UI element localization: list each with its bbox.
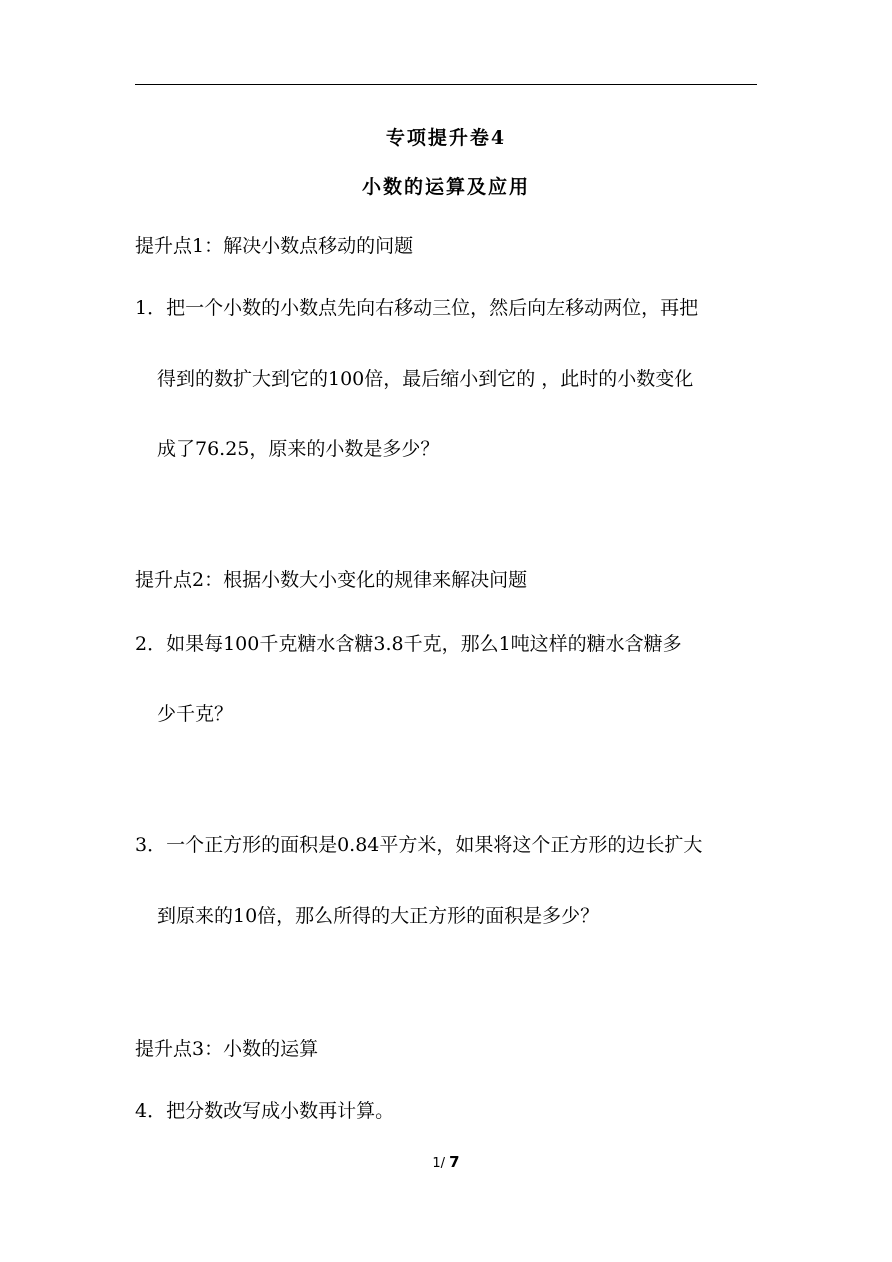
page-title: 专项提升卷4	[385, 127, 507, 149]
question-3-line-2: 到原来的10倍，那么所得的大正方形的面积是多少？	[157, 905, 600, 927]
question-3-line-1: 3．一个正方形的面积是0.84平方米，如果将这个正方形的边长扩大	[135, 834, 703, 856]
page-number	[0, 1153, 892, 1171]
question-1-line-1: 1．把一个小数的小数点先向右移动三位，然后向左移动两位，再把	[135, 297, 699, 319]
section-heading-3: 提升点3：小数的运算	[135, 1038, 319, 1060]
page-current: 1/	[432, 1156, 446, 1171]
question-1-line-3: 成了76.25，原来的小数是多少？	[157, 438, 440, 460]
question-4-line-1: 4．把分数改写成小数再计算。	[135, 1100, 395, 1122]
section-heading-2: 提升点2：根据小数大小变化的规律来解决问题	[135, 569, 528, 591]
question-1-line-2: 得到的数扩大到它的100倍，最后缩小到它的 ，此时的小数变化	[157, 368, 694, 390]
question-2-line-1: 2．如果每100千克糖水含糖3.8千克，那么1吨这样的糖水含糖多	[135, 633, 682, 655]
header-rule	[135, 84, 757, 85]
page-total: 7	[449, 1153, 460, 1171]
question-2-line-2: 少千克？	[157, 703, 234, 725]
section-heading-1: 提升点1：解决小数点移动的问题	[135, 235, 414, 257]
page-subtitle: 小数的运算及应用	[361, 176, 530, 198]
